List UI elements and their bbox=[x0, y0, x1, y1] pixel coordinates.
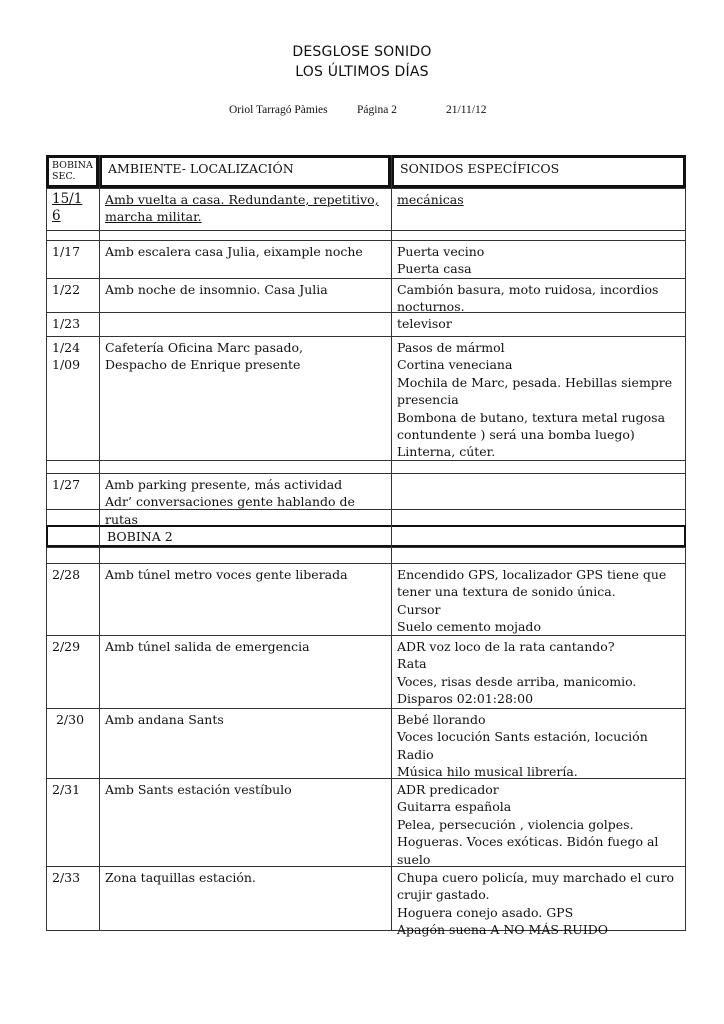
sonido-line: Disparos 02:01:28:00 bbox=[397, 691, 534, 707]
ambiente-cell bbox=[99, 867, 391, 888]
sonido-line: Cursor bbox=[397, 601, 441, 617]
table-row-empty bbox=[46, 460, 686, 473]
ambiente-cell bbox=[99, 189, 391, 228]
sonido-line: Chupa cuero policía, muy marchado el curo bbox=[397, 870, 675, 885]
sonido-line: Radio bbox=[397, 746, 434, 762]
table-row-empty bbox=[46, 509, 686, 525]
sec-cell bbox=[46, 337, 99, 376]
sonidos-cell bbox=[391, 779, 686, 870]
ambiente-line: Amb túnel salida de emergencia bbox=[105, 639, 310, 654]
sonido-line: Voces, risas desde arriba, manicomio. bbox=[397, 673, 637, 689]
ambiente-line: marcha militar. bbox=[105, 209, 202, 225]
sec-cell bbox=[46, 779, 99, 800]
sec-value: 1/22 bbox=[52, 282, 81, 297]
table-row bbox=[46, 336, 686, 460]
bobina-2-text: BOBINA 2 bbox=[107, 529, 173, 544]
sonidos-cell bbox=[391, 709, 686, 783]
header-sonidos bbox=[391, 155, 686, 188]
table-row bbox=[46, 778, 686, 866]
ambiente-line: Amb túnel metro voces gente liberada bbox=[105, 567, 348, 582]
sec-cell bbox=[46, 279, 99, 300]
document-date: 21/11/12 bbox=[446, 104, 487, 116]
sec-value: 1/24 bbox=[52, 340, 81, 355]
ambiente-line: Amb Sants estación vestíbulo bbox=[105, 782, 292, 797]
column-divider-2 bbox=[391, 155, 392, 931]
sec-cell bbox=[46, 564, 99, 585]
sonido-line: suelo bbox=[397, 851, 431, 867]
ambiente-cell bbox=[99, 313, 391, 317]
sec-cell bbox=[46, 474, 99, 495]
ambiente-line: Despacho de Enrique presente bbox=[105, 357, 301, 373]
table-row bbox=[46, 278, 686, 315]
ambiente-line: Amb parking presente, más actividad bbox=[105, 477, 343, 492]
sonidos-cell bbox=[391, 636, 686, 710]
table-row bbox=[46, 473, 686, 527]
sonido-line: Puerta vecino bbox=[397, 244, 485, 259]
sonido-line: Rata bbox=[397, 656, 427, 672]
sec-value: 2/33 bbox=[52, 870, 81, 885]
sonido-line: Mochila de Marc, pesada. Hebillas siempre bbox=[397, 374, 673, 390]
sonido-line: nocturnos. bbox=[397, 299, 465, 315]
sonidos-cell bbox=[391, 337, 686, 463]
document-title-line1: DESGLOSE SONIDO bbox=[292, 44, 432, 60]
sec-value: 1/27 bbox=[52, 477, 81, 492]
table-row bbox=[46, 312, 686, 336]
author-name: Oriol Tarragó Pàmies bbox=[229, 104, 328, 116]
ambiente-cell bbox=[99, 337, 391, 376]
ambiente-line: Amb escalera casa Julia, eixample noche bbox=[105, 244, 363, 259]
header-ambiente-label: AMBIENTE- LOCALIZACIÓN bbox=[108, 161, 294, 176]
header-ambiente bbox=[99, 155, 391, 188]
header-bobina-label: BOBINA bbox=[52, 160, 93, 171]
sec-value: 2/28 bbox=[52, 567, 81, 582]
sec-value: 2/29 bbox=[52, 639, 81, 654]
ambiente-cell bbox=[99, 241, 391, 262]
sec-value: 1/17 bbox=[52, 244, 81, 259]
sec-value: 2/31 bbox=[52, 782, 81, 797]
ambiente-line: Adr’ conversaciones gente hablando de rutas bbox=[105, 494, 355, 527]
sec-value: 1/23 bbox=[52, 316, 81, 331]
sound-breakdown-table bbox=[46, 155, 686, 938]
sonidos-cell bbox=[391, 189, 686, 210]
sec-value: 2/30 bbox=[52, 712, 85, 727]
sonido-line: crujir gastado. bbox=[397, 887, 490, 903]
document-title-line2: LOS ÚLTIMOS DÍAS bbox=[295, 64, 429, 80]
sonidos-cell bbox=[391, 564, 686, 638]
sonido-line: Apagón suena A NO MÁS RUIDO bbox=[397, 922, 609, 938]
sec-value-cont: 6 bbox=[52, 208, 61, 225]
sonidos-cell bbox=[391, 313, 686, 334]
ambiente-cell bbox=[99, 779, 391, 800]
ambiente-line: Zona taquillas estación. bbox=[105, 870, 256, 885]
sec-cell bbox=[46, 313, 99, 334]
sonido-line: Bebé llorando bbox=[397, 712, 486, 727]
bobina-2-label bbox=[101, 526, 393, 547]
sonidos-cell bbox=[391, 474, 686, 478]
page-number: Página 2 bbox=[357, 104, 397, 116]
ambiente-line: Cafetería Oficina Marc pasado, bbox=[105, 340, 303, 355]
sonido-line: mecánicas bbox=[397, 192, 464, 207]
table-row-empty bbox=[46, 547, 686, 563]
sec-cell bbox=[46, 636, 99, 657]
sonido-line: contundente ) será una bomba luego) bbox=[397, 427, 635, 443]
sonido-line: Guitarra española bbox=[397, 799, 512, 815]
sec-cell bbox=[46, 709, 99, 730]
bobina-2-row bbox=[46, 525, 686, 547]
sonido-line: Encendido GPS, localizador GPS tiene que bbox=[397, 567, 667, 582]
ambiente-line: Amb vuelta a casa. Redundante, repetitivo, bbox=[105, 192, 379, 207]
sonido-line: televisor bbox=[397, 316, 452, 331]
header-sonidos-label: SONIDOS ESPECÍFICOS bbox=[400, 161, 560, 176]
ambiente-cell bbox=[99, 279, 391, 300]
table-row bbox=[46, 635, 686, 708]
table-row-empty bbox=[46, 230, 686, 240]
sonido-line: Pasos de mármol bbox=[397, 340, 505, 355]
sonido-line: tener una textura de sonido única. bbox=[397, 584, 616, 600]
header-bobina-sec bbox=[46, 155, 99, 188]
ambiente-cell bbox=[99, 636, 391, 657]
sec-value: 1/09 bbox=[52, 357, 81, 373]
sonido-line: Cortina veneciana bbox=[397, 357, 513, 373]
header-sec-label: SEC. bbox=[52, 171, 76, 182]
sonido-line: Música hilo musical librería. bbox=[397, 764, 578, 780]
sonido-line: ADR predicador bbox=[397, 782, 499, 797]
sonido-line: Puerta casa bbox=[397, 261, 472, 277]
table-row bbox=[46, 708, 686, 778]
sec-cell bbox=[46, 867, 99, 888]
ambiente-line: Amb andana Sants bbox=[105, 712, 224, 727]
ambiente-line: Amb noche de insomnio. Casa Julia bbox=[105, 282, 328, 297]
column-divider-1 bbox=[99, 155, 100, 931]
sonidos-cell bbox=[391, 867, 686, 941]
ambiente-cell bbox=[99, 709, 391, 730]
sec-cell bbox=[46, 189, 99, 228]
sonido-line: Linterna, cúter. bbox=[397, 444, 496, 460]
table-row bbox=[46, 188, 686, 230]
sonidos-cell bbox=[391, 241, 686, 280]
sec-cell bbox=[46, 241, 99, 262]
table-header-row bbox=[46, 155, 686, 188]
sonido-line: Hoguera conejo asado. GPS bbox=[397, 904, 574, 920]
sonido-line: Pelea, persecución , violencia golpes. bbox=[397, 816, 634, 832]
table-row bbox=[46, 866, 686, 938]
table-row bbox=[46, 563, 686, 635]
sonido-line: Hogueras. Voces exóticas. Bidón fuego al bbox=[397, 834, 659, 850]
sonido-line: Bombona de butano, textura metal rugosa bbox=[397, 409, 666, 425]
sonido-line: Suelo cemento mojado bbox=[397, 619, 541, 635]
sec-value: 15/1 bbox=[52, 191, 83, 207]
sonido-line: ADR voz loco de la rata cantando? bbox=[397, 639, 615, 654]
table-row bbox=[46, 240, 686, 278]
sonido-line: Cambión basura, moto ruidosa, incordios bbox=[397, 282, 659, 297]
sonido-line: Voces locución Sants estación, locución bbox=[397, 729, 648, 745]
ambiente-cell bbox=[99, 564, 391, 585]
sonido-line: presencia bbox=[397, 392, 459, 408]
